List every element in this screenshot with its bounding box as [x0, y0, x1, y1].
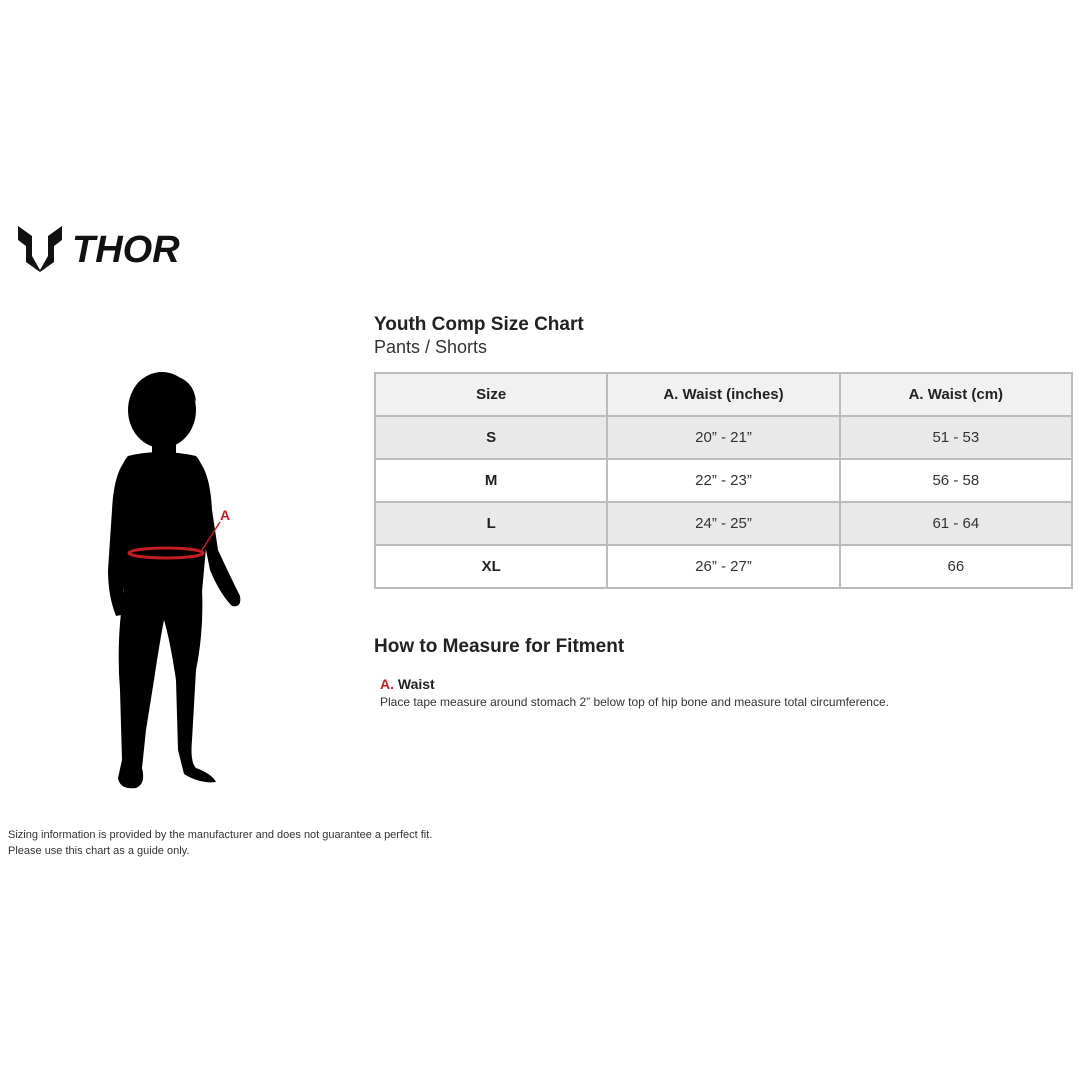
chart-title: Youth Comp Size Chart: [374, 314, 584, 335]
waist-cm-cell: 66: [840, 545, 1072, 588]
waist-inches-cell: 20” - 21”: [607, 416, 839, 459]
measure-item-letter: A.: [380, 676, 394, 692]
table-row: [375, 545, 1072, 588]
child-silhouette-figure: [100, 370, 260, 795]
size-cell: M: [375, 459, 607, 502]
waist-inches-cell: 22” - 23”: [607, 459, 839, 502]
size-cell: XL: [375, 545, 607, 588]
child-silhouette-icon: [100, 370, 260, 795]
waist-marker-label: A: [220, 507, 231, 523]
thor-mark-icon: [16, 222, 216, 274]
measure-item-description: Place tape measure around stomach 2” below top of hip bone and measure total circumference.: [380, 695, 889, 709]
thor-logo: [16, 222, 216, 274]
table-row: [375, 502, 1072, 545]
size-table: [374, 372, 1073, 589]
table-header-row: [375, 373, 1072, 416]
disclaimer: [8, 827, 432, 859]
size-cell: S: [375, 416, 607, 459]
waist-cm-cell: 56 - 58: [840, 459, 1072, 502]
disclaimer-line-1: Sizing information is provided by the manufacturer and does not guarantee a perfect fit.: [8, 829, 433, 841]
waist-inches-cell: 26” - 27”: [607, 545, 839, 588]
header-size: Size: [375, 373, 607, 416]
measure-item-label: [380, 676, 435, 692]
table-row: [375, 459, 1072, 502]
header-waist-inches: A. Waist (inches): [607, 373, 839, 416]
waist-cm-cell: 51 - 53: [840, 416, 1072, 459]
size-cell: L: [375, 502, 607, 545]
waist-cm-cell: 61 - 64: [840, 502, 1072, 545]
table-row: [375, 416, 1072, 459]
waist-inches-cell: 24” - 25”: [607, 502, 839, 545]
measure-heading: How to Measure for Fitment: [374, 636, 625, 657]
brand-name: THOR: [72, 229, 180, 271]
header-waist-cm: A. Waist (cm): [840, 373, 1072, 416]
disclaimer-line-2: Please use this chart as a guide only.: [8, 845, 190, 857]
chart-subtitle: Pants / Shorts: [374, 337, 488, 357]
measure-item-name: Waist: [397, 676, 435, 692]
